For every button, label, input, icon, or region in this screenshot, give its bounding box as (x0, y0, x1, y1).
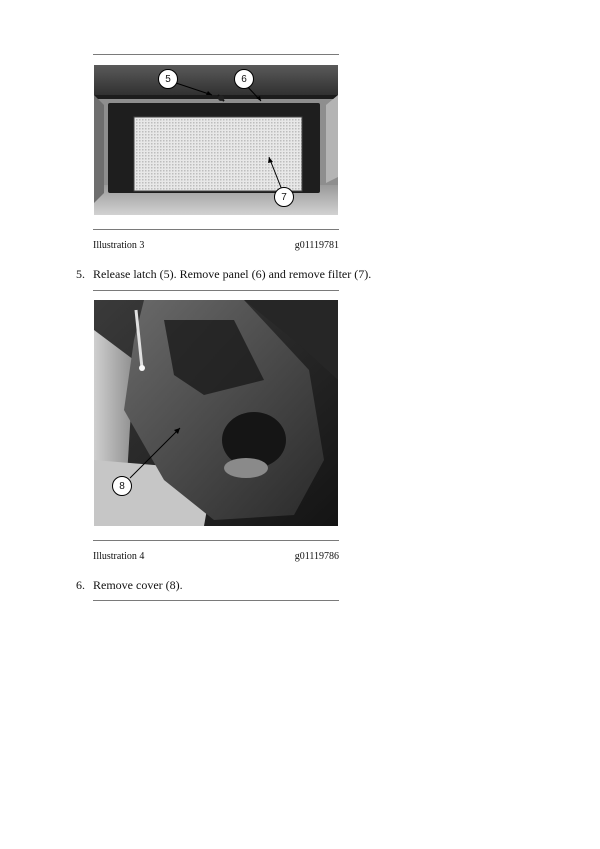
illustration-3-code: g01119781 (294, 240, 339, 251)
step-6-text: Remove cover (8). (93, 578, 183, 592)
step-5-text: Release latch (5). Remove panel (6) and remove filter (7). (93, 267, 372, 281)
top-divider-2 (93, 290, 339, 291)
illustration-3-caption: Illustration 3 (93, 240, 145, 251)
illustration-4-photo (94, 300, 338, 526)
illustration-3-photo (94, 65, 338, 215)
step-5-number: 5. (76, 267, 85, 281)
caption-divider-2 (93, 540, 339, 541)
callout-6: 6 (234, 69, 254, 89)
callout-5: 5 (158, 69, 178, 89)
illustration-3-caption-row (93, 240, 339, 251)
step-5 (76, 267, 371, 282)
caption-divider-1 (93, 229, 339, 230)
illustration-4-caption-row (93, 551, 339, 562)
step-6 (76, 578, 183, 593)
step-6-number: 6. (76, 578, 85, 592)
illustration-4-caption: Illustration 4 (93, 551, 145, 562)
callout-7: 7 (274, 187, 294, 207)
illustration-4-code: g01119786 (294, 551, 339, 562)
callout-8: 8 (112, 476, 132, 496)
top-divider-1 (93, 54, 339, 55)
bottom-divider (93, 600, 339, 601)
